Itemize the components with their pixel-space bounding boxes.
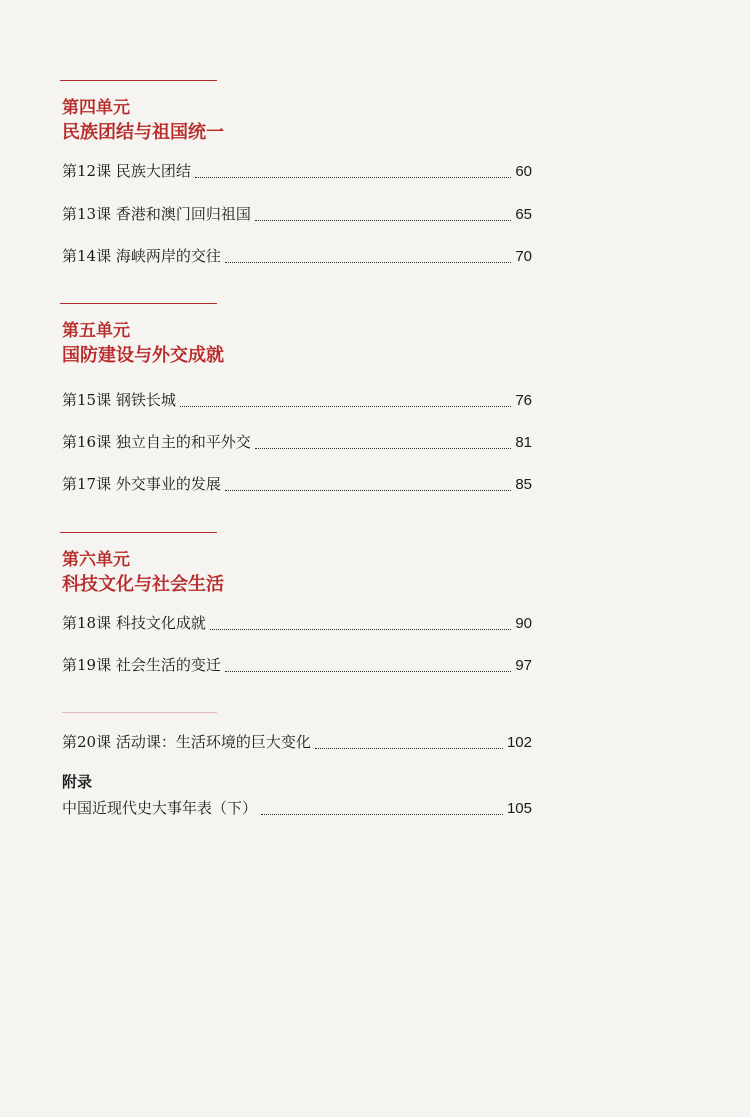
dot-leader <box>210 629 511 630</box>
toc-entry-lesson-18[interactable] <box>62 612 532 636</box>
page-number: 85 <box>515 476 532 493</box>
lesson-title: 第14课 海峡两岸的交往 <box>62 247 221 265</box>
lesson-title: 第18课 科技文化成就 <box>62 614 206 632</box>
lesson-title: 第15课 钢铁长城 <box>62 391 176 409</box>
dot-leader <box>195 177 511 178</box>
toc-entry-lesson-19[interactable] <box>62 654 532 678</box>
dot-leader <box>255 448 511 449</box>
dot-leader <box>225 262 511 263</box>
toc-entry-lesson-17[interactable] <box>62 473 532 497</box>
background-rule <box>62 712 217 713</box>
dot-leader <box>255 220 511 221</box>
toc-entry-lesson-15[interactable] <box>62 389 532 413</box>
unit-6-header <box>60 532 530 595</box>
unit-4-header <box>60 80 530 143</box>
dot-leader <box>180 406 511 407</box>
unit-5-header <box>60 303 530 366</box>
toc-entry-lesson-13[interactable] <box>62 203 532 227</box>
appendix-heading: 附录 <box>62 773 93 791</box>
unit-number: 第五单元 <box>62 321 130 341</box>
lesson-title: 第12课 民族大团结 <box>62 162 191 180</box>
lesson-title: 第19课 社会生活的变迁 <box>62 656 221 674</box>
unit-divider <box>60 532 217 533</box>
toc-entry-lesson-16[interactable] <box>62 431 532 455</box>
toc-entry-lesson-14[interactable] <box>62 245 532 269</box>
lesson-title: 第17课 外交事业的发展 <box>62 475 221 493</box>
unit-number: 第六单元 <box>62 550 130 570</box>
dot-leader <box>225 671 511 672</box>
toc-entry-appendix[interactable] <box>62 797 532 821</box>
page-number: 70 <box>515 248 532 265</box>
page-number: 76 <box>515 392 532 409</box>
lesson-title: 第16课 独立自主的和平外交 <box>62 433 251 451</box>
page-number: 81 <box>515 434 532 451</box>
unit-title: 科技文化与社会生活 <box>62 574 224 595</box>
page-number: 90 <box>515 615 532 632</box>
toc-entry-lesson-12[interactable] <box>62 160 532 184</box>
unit-title: 民族团结与祖国统一 <box>62 122 224 143</box>
dot-leader <box>225 490 511 491</box>
page-number: 60 <box>515 163 532 180</box>
unit-number: 第四单元 <box>62 98 130 118</box>
page-number: 102 <box>506 734 532 751</box>
toc-entry-lesson-20[interactable] <box>62 731 532 755</box>
appendix-title: 中国近现代史大事年表（下） <box>62 799 258 817</box>
dot-leader <box>315 748 503 749</box>
page-number: 105 <box>506 800 532 817</box>
lesson-title: 第13课 香港和澳门回归祖国 <box>62 205 251 223</box>
dot-leader <box>261 814 503 815</box>
page-number: 97 <box>515 657 532 674</box>
unit-divider <box>60 80 217 81</box>
lesson-title: 第20课 活动课：生活环境的巨大变化 <box>62 733 311 751</box>
page-number: 65 <box>515 206 532 223</box>
unit-title: 国防建设与外交成就 <box>62 345 224 366</box>
unit-divider <box>60 303 217 304</box>
